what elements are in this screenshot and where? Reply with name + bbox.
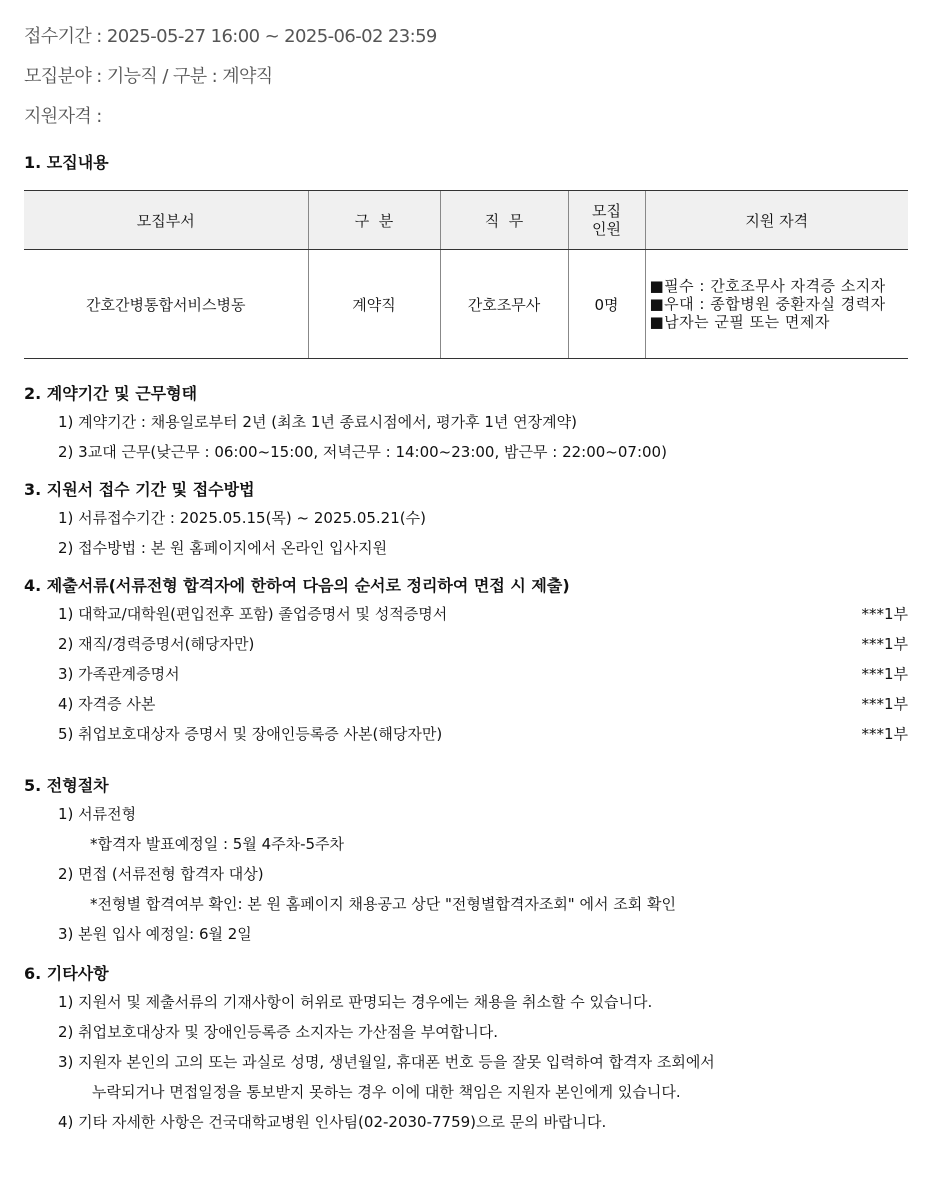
document-qty: ***1부: [861, 635, 908, 653]
header-type: 구 분: [308, 191, 440, 250]
list-item: 4) 기타 자세한 사항은 건국대학교병원 인사팀(02-2030-7759)으로 문의 바랍니다.: [58, 1113, 607, 1131]
cell-job: 간호조무사: [440, 250, 568, 359]
job-posting-body: [24, 150, 908, 1137]
cell-count: 0명: [568, 250, 645, 359]
qualification-label: 지원자격 :: [24, 106, 102, 127]
recruit-table: [24, 190, 908, 359]
list-item: 2) 취업보호대상자 및 장애인등록증 소지자는 가산점을 부여합니다.: [58, 1023, 499, 1041]
qual-military: ■남자는 군필 또는 면제자: [649, 313, 830, 331]
list-item: 2) 접수방법 : 본 원 홈페이지에서 온라인 입사지원: [58, 539, 388, 557]
header-count: 모집 인원: [568, 191, 645, 250]
recruit-table-header: [24, 191, 908, 250]
document-name: 1) 대학교/대학원(편입전후 포함) 졸업증명서 및 성적증명서: [58, 605, 448, 623]
section2-title: 2. 계약기간 및 근무형태: [24, 384, 198, 403]
header-qualification: 지원 자격: [645, 191, 908, 250]
cell-type: 계약직: [308, 250, 440, 359]
document-name: 4) 자격증 사본: [58, 695, 156, 713]
document-item: [58, 659, 908, 689]
section5-title: 5. 전형절차: [24, 776, 109, 795]
list-item: 1) 지원서 및 제출서류의 기재사항이 허위로 판명되는 경우에는 채용을 취소할 수 있습니다.: [58, 993, 653, 1011]
section1-title: 1. 모집내용: [24, 153, 109, 172]
list-item: 3) 지원자 본인의 고의 또는 과실로 성명, 생년월일, 휴대폰 번호 등을 잘못 입력하여 합격자 조회에서: [58, 1053, 715, 1071]
qual-required: ■필수 : 간호조무사 자격증 소지자: [649, 277, 886, 295]
section4-title: 4. 제출서류(서류전형 합격자에 한하여 다음의 순서로 정리하여 면접 시 제출): [24, 576, 570, 595]
field-text: 모집분야 : 기능직 / 구분 : 계약직: [24, 66, 273, 87]
document-name: 5) 취업보호대상자 증명서 및 장애인등록증 사본(해당자만): [58, 725, 443, 743]
document-qty: ***1부: [861, 665, 908, 683]
cell-qualification: [645, 250, 908, 359]
qual-preferred: ■우대 : 종합병원 중환자실 경력자: [649, 295, 886, 313]
list-item: 2) 면접 (서류전형 합격자 대상): [58, 865, 264, 883]
document-name: 2) 재직/경력증명서(해당자만): [58, 635, 255, 653]
cell-dept: 간호간병통합서비스병동: [24, 250, 308, 359]
list-note: *전형별 합격여부 확인: 본 원 홈페이지 채용공고 상단 "전형별합격자조회" 에서 조회 확인: [90, 895, 676, 913]
document-qty: ***1부: [861, 695, 908, 713]
document-item: [58, 719, 908, 749]
table-row: [24, 250, 908, 359]
list-item-continuation: 누락되거나 면접일정을 통보받지 못하는 경우 이에 대한 책임은 지원자 본인에게 있습니다.: [92, 1083, 681, 1101]
list-item: 1) 서류접수기간 : 2025.05.15(목) ~ 2025.05.21(수): [58, 509, 426, 527]
period-text: 접수기간 : 2025-05-27 16:00 ~ 2025-06-02 23:59: [24, 26, 437, 47]
list-item: 2) 3교대 근무(낮근무 : 06:00~15:00, 저녁근무 : 14:00~23:00, 밤근무 : 22:00~07:00): [58, 443, 667, 461]
list-item: 3) 본원 입사 예정일: 6월 2일: [58, 925, 252, 943]
document-item: [58, 689, 908, 719]
document-item: [58, 599, 908, 629]
list-item: 1) 서류전형: [58, 805, 137, 823]
document-item: [58, 629, 908, 659]
section6-title: 6. 기타사항: [24, 964, 109, 983]
list-item: 1) 계약기간 : 채용일로부터 2년 (최초 1년 종료시점에서, 평가후 1년 연장계약): [58, 413, 577, 431]
document-name: 3) 가족관계증명서: [58, 665, 180, 683]
document-qty: ***1부: [861, 725, 908, 743]
header-dept: 모집부서: [24, 191, 308, 250]
list-note: *합격자 발표예정일 : 5월 4주차-5주차: [90, 835, 345, 853]
section3-title: 3. 지원서 접수 기간 및 접수방법: [24, 480, 255, 499]
header-job: 직 무: [440, 191, 568, 250]
document-qty: ***1부: [861, 605, 908, 623]
